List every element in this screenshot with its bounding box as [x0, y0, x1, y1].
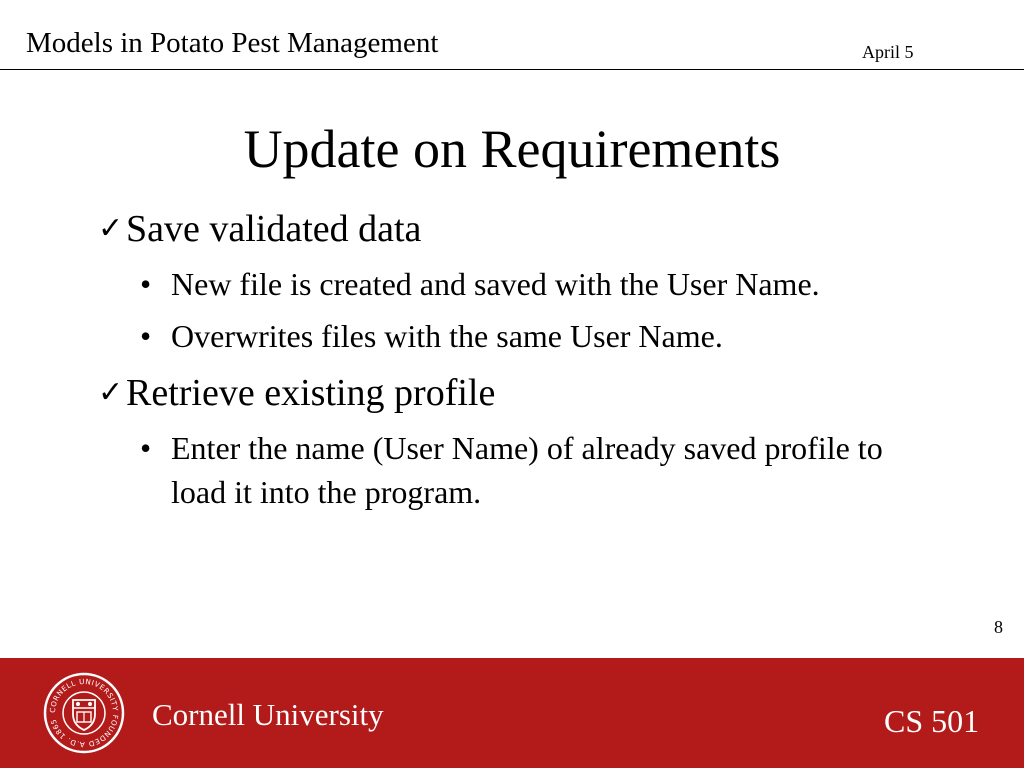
course-label: CS 501 — [884, 703, 980, 739]
footer-bar — [0, 658, 1024, 768]
detail-text: New file is created and saved with the User Name. — [171, 266, 820, 302]
header-date: April 5 — [862, 42, 914, 62]
slide-title: Update on Requirements — [243, 119, 781, 179]
svg-text:CORNELL UNIVERSITY FOUNDED A.D: CORNELL UNIVERSITY FOUNDED A.D. 1865 — [47, 676, 121, 750]
requirement-details — [98, 262, 928, 358]
requirement-item — [98, 204, 928, 254]
bullet-icon: • — [140, 318, 152, 354]
requirement-label: Retrieve existing profile — [126, 372, 496, 414]
requirement-details — [98, 426, 928, 514]
page-number: 8 — [994, 617, 1003, 637]
detail-text: Overwrites files with the same User Name. — [171, 318, 723, 354]
checkmark-icon: ✓ — [98, 211, 124, 246]
bullet-icon: • — [140, 430, 152, 466]
detail-text: Enter the name (User Name) of already saved profile to load it into the program. — [171, 430, 883, 510]
requirements-list — [98, 204, 928, 524]
detail-item — [98, 314, 928, 358]
header-divider — [0, 69, 1024, 70]
bullet-icon: • — [140, 266, 152, 302]
detail-item — [98, 262, 928, 306]
requirement-label: Save validated data — [126, 208, 422, 250]
cornell-seal-icon — [43, 672, 125, 754]
detail-item — [98, 426, 928, 514]
university-wordmark: Cornell University — [152, 697, 384, 732]
requirement-item — [98, 368, 928, 418]
checkmark-icon: ✓ — [98, 375, 124, 410]
header-title: Models in Potato Pest Management — [26, 27, 439, 59]
